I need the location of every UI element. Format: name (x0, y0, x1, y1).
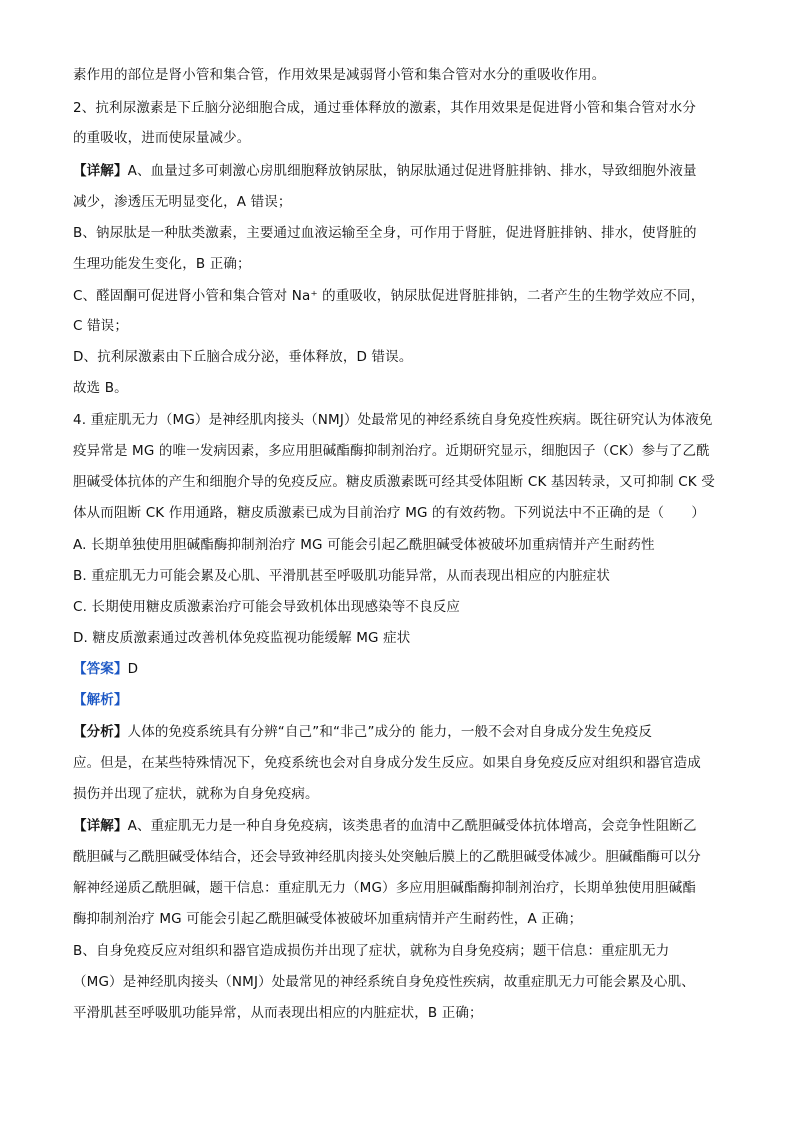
text-line (73, 316, 733, 336)
text-line (73, 784, 733, 804)
text-line (73, 878, 733, 898)
line-text: 人体的免疫系统具有分辨“自己”和“非己”成分的 能力，一般不会对自身成分发生免疫反 (127, 724, 653, 740)
option-a (73, 535, 733, 555)
question-line (73, 441, 733, 461)
line-text: C、醛固酮可促进肾小管和集合管对 Na⁺ 的重吸收，钠尿肽促进肾脏排钠，二者产生的生物学效应不同， (73, 288, 705, 304)
analysis-line (73, 690, 733, 710)
option-d (73, 628, 733, 648)
detail-tag: 【详解】 (73, 163, 128, 179)
line-text: 平滑肌甚至呼吸肌功能异常，从而表现出相应的内脏症状，B 正确； (73, 1005, 483, 1021)
line-text: 胆碱受体抗体的产生和细胞介导的免疫反应。糖皮质激素既可经其受体阻断 CK 基因转录，又可抑制 CK 受 (73, 474, 715, 490)
text-line (73, 816, 733, 836)
question-line (73, 503, 733, 523)
line-text: 生理功能发生变化，B 正确； (73, 256, 251, 272)
line-text: 疫异常是 MG 的唯一发病因素，多应用胆碱酯酶抑制剂治疗。近期研究显示，细胞因子（CK）参与了乙酰 (73, 443, 710, 459)
option-c (73, 597, 733, 617)
line-text: D. 糖皮质激素通过改善机体免疫监视功能缓解 MG 症状 (73, 630, 411, 646)
answer-tag: 【答案】 (73, 661, 128, 677)
line-text: B. 重症肌无力可能会累及心肌、平滑肌甚至呼吸肌功能异常，从而表现出相应的内脏症状 (73, 568, 610, 584)
analysis-tag: 【解析】 (73, 692, 128, 708)
line-text: A、血量过多可刺激心房肌细胞释放钠尿肽，钠尿肽通过促进肾脏排钠、排水，导致细胞外液量 (127, 163, 697, 179)
line-text: 酶抑制剂治疗 MG 可能会引起乙酰胆碱受体被破坏加重病情并产生耐药性，A 正确； (73, 911, 583, 927)
answer-value: D (127, 661, 139, 677)
text-line (73, 128, 733, 148)
line-text: A. 长期单独使用胆碱酯酶抑制剂治疗 MG 可能会引起乙酰胆碱受体被破坏加重病情并产生耐药性 (73, 537, 655, 553)
text-line (73, 286, 733, 306)
line-text: C 错误； (73, 318, 128, 334)
text-line (73, 192, 733, 212)
line-text: 4. 重症肌无力（MG）是神经肌肉接头（NMJ）处最常见的神经系统自身免疫性疾病。既往研究认为体液免 (73, 412, 713, 428)
text-line (73, 722, 733, 742)
line-text: D、抗利尿激素由下丘脑合成分泌，垂体释放，D 错误。 (73, 349, 413, 365)
text-line (73, 347, 733, 367)
text-line (73, 1003, 733, 1023)
detail-tag: 【详解】 (73, 818, 128, 834)
text-line (73, 847, 733, 867)
text-line (73, 223, 733, 243)
line-text: 2、抗利尿激素是下丘脑分泌细胞合成，通过垂体释放的激素，其作用效果是促进肾小管和集合管对水分 (73, 100, 696, 116)
line-text: B、钠尿肽是一种肽类激素，主要通过血液运输至全身，可作用于肾脏，促进肾脏排钠、排水，使肾脏的 (73, 225, 697, 241)
text-line (73, 753, 733, 773)
line-text: 故选 B。 (73, 380, 128, 396)
option-b (73, 566, 733, 586)
line-text: 解神经递质乙酰胆碱，题干信息：重症肌无力（MG）多应用胆碱酯酶抑制剂治疗，长期单独使用胆碱酯 (73, 880, 697, 896)
question-line (73, 410, 733, 430)
line-text: C. 长期使用糖皮质激素治疗可能会导致机体出现感染等不良反应 (73, 599, 461, 615)
text-line (73, 65, 733, 85)
text-line (73, 378, 733, 398)
text-line (73, 909, 733, 929)
line-text: （MG）是神经肌肉接头（NMJ）处最常见的神经系统自身免疫性疾病，故重症肌无力可能会累及心肌、 (73, 974, 695, 990)
line-text: A、重症肌无力是一种自身免疫病，该类患者的血清中乙酰胆碱受体抗体增高，会竞争性阻断乙 (127, 818, 697, 834)
line-text: 体从而阻断 CK 作用通路，糖皮质激素已成为目前治疗 MG 的有效药物。下列说法中不正确的是（ ） (73, 505, 706, 521)
line-text: B、自身免疫反应对组织和器官造成损伤并出现了症状，就称为自身免疫病；题干信息：重症肌无力 (73, 943, 670, 959)
text-line (73, 941, 733, 961)
line-text: 损伤并出现了症状，就称为自身免疫病。 (73, 786, 319, 802)
line-text: 酰胆碱与乙酰胆碱受体结合，还会导致神经肌肉接头处突触后膜上的乙酰胆碱受体减少。胆碱酯酶可以分 (73, 849, 701, 865)
text-line (73, 254, 733, 274)
line-text: 应。但是，在某些特殊情况下，免疫系统也会对自身成分发生反应。如果自身免疫反应对组织和器官造成 (73, 755, 701, 771)
text-line (73, 161, 733, 181)
text-line (73, 972, 733, 992)
line-text: 的重吸收，进而使尿量减少。 (73, 130, 251, 146)
text-line (73, 98, 733, 118)
line-text: 素作用的部位是肾小管和集合管，作用效果是减弱肾小管和集合管对水分的重吸收作用。 (73, 67, 606, 83)
question-line (73, 472, 733, 492)
answer-line (73, 659, 733, 679)
fenxi-tag: 【分析】 (73, 724, 128, 740)
line-text: 减少，渗透压无明显变化，A 错误； (73, 194, 292, 210)
